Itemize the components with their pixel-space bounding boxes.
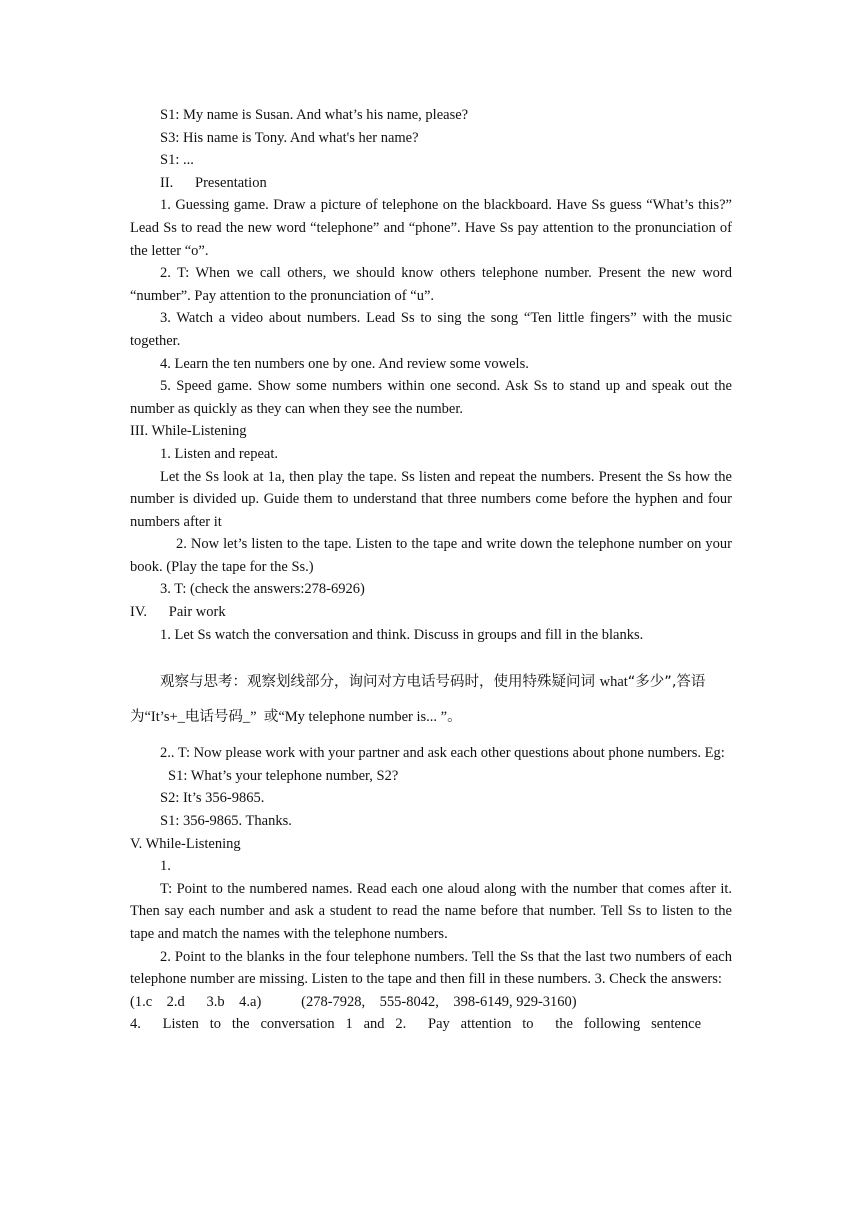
note2-part-g: 。 (447, 709, 462, 726)
section-heading-while-listening: III. While-Listening (130, 423, 247, 440)
dialogue-line-s1: S1: My name is Susan. And what’s his name, please? (160, 107, 469, 123)
note2-part-d: _” (242, 709, 264, 726)
paragraph-listen-tape: 2. Now let’s listen to the tape. Listen to the tape and write down the telephone number on your book. (Play the tape for the Ss.) (130, 536, 732, 575)
answer-pattern-note (130, 704, 732, 730)
dialogue-line-s3: S3: His name is Tony. And what's her name? (160, 129, 419, 146)
paragraph-numbered-names: T: Point to the numbered names. Read each one aloud along with the number that comes after it. Then say each number and ask a student to read the name before that number. Tell Ss to listen to the tape and match the names with the telephone numbers. (130, 880, 732, 942)
note2-part-c: 电话号码 (184, 709, 243, 726)
step-number-1: 1. (160, 858, 171, 875)
paragraph-guessing-game: 1. Guessing game. Draw a picture of telephone on the blackboard. Have Ss guess “What’s this?” Lead Ss to read the new word “telephone” and “phone”. Have Ss pay attention to the pronunciation of the letter “o”. (130, 197, 732, 259)
paragraph-partner-work: 2.. T: Now please work with your partner and ask each other questions about phone numbers. Eg: (160, 745, 725, 762)
paragraph-look-at-1a: Let the Ss look at 1a, then play the tape. Ss listen and repeat the numbers. Present the Ss how the number is divided up. Guide them to understand that three numbers come before the hyphen and four numbers after it (130, 468, 732, 530)
dialogue-line-s2-answer: S2: It’s 356-9865. (160, 790, 265, 807)
paragraph-telephone-number: 2. T: When we call others, we should know others telephone number. Present the new word “number”. Pay attention to the pronunciation of “u”. (130, 265, 732, 304)
note2-part-f: “My telephone number is... ” (278, 709, 448, 726)
paragraph-learn-numbers: 4. Learn the ten numbers one by one. And review some vowels. (160, 355, 529, 372)
section-heading-pair-work: IV. Pair work (130, 604, 226, 621)
note2-part-e: 或 (263, 709, 279, 726)
section-heading-presentation: II. Presentation (160, 174, 267, 191)
note-text-cn-2: “多少”,答语 (627, 674, 706, 691)
paragraph-listen-conversation: 4. Listen to the conversation 1 and 2. Pay attention to the following sentence (130, 1016, 702, 1033)
note2-part-b: “It’s+_ (144, 709, 185, 726)
paragraph-watch-video: 3. Watch a video about numbers. Lead Ss to sing the song “Ten little fingers” with the music together. (130, 310, 732, 349)
answer-key-line: (1.c 2.d 3.b 4.a) (278-7928, 555-8042, 398-6149, 929-3160) (130, 993, 577, 1010)
dialogue-line-s1-question: S1: What’s your telephone number, S2? (168, 767, 399, 784)
dialogue-line-s1-thanks: S1: 356-9865. Thanks. (160, 813, 292, 830)
paragraph-fill-blanks: 2. Point to the blanks in the four telephone numbers. Tell the Ss that the last two numbers of each telephone number are missing. Listen to the tape and then fill in these numbers. 3. Check the answers: (130, 948, 732, 988)
step-listen-repeat: 1. Listen and repeat. (160, 445, 278, 462)
paragraph-speed-game: 5. Speed game. Show some numbers within one second. Ask Ss to stand up and speak out the number as quickly as they can when they see the number. (130, 378, 732, 417)
observe-think-note (130, 660, 732, 704)
paragraph-discuss-groups: 1. Let Ss watch the conversation and think. Discuss in groups and fill in the blanks. (160, 626, 644, 643)
dialogue-line-s1-cont: S1: ... (160, 152, 194, 169)
step-check-answers: 3. T: (check the answers:278-6926) (160, 581, 365, 598)
note2-part-a: 为 (130, 709, 145, 726)
note-text-en: what (599, 674, 628, 691)
document-body (130, 104, 732, 1036)
section-heading-while-listening-v: V. While-Listening (130, 835, 241, 852)
note-text-cn: 观察与思考：观察划线部分，询问对方电话号码时，使用特殊疑问词 (160, 674, 600, 691)
